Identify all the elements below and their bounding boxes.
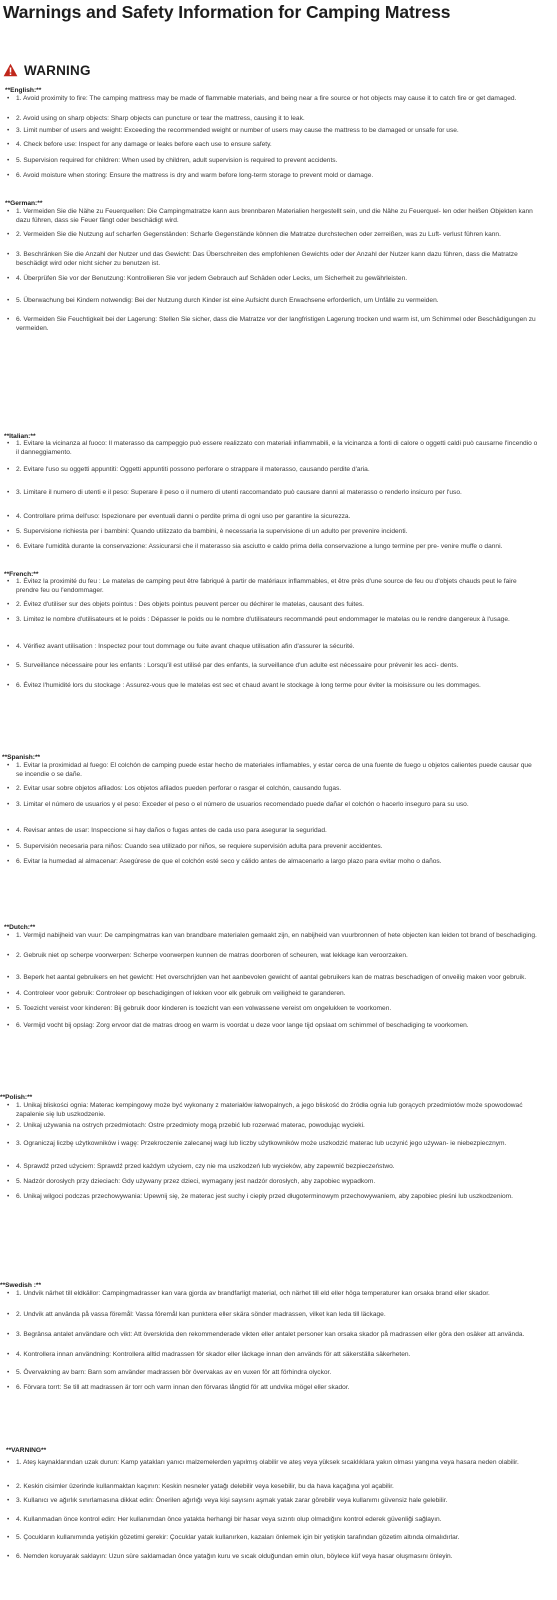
bullet-icon: •: [7, 1351, 10, 1358]
bullet-icon: •: [7, 858, 10, 865]
list-item: [0, 1178, 540, 1187]
list-item: [0, 1516, 540, 1525]
bullet-icon: •: [7, 827, 10, 834]
list-item-text: 1. Evitare la vicinanza al fuoco: Il materasso da campeggio può essere realizzato con materiali infiammabili, e la vicinanza a fonti di calore o oggetti caldi può causarne l'incendio o il danneggiamento.: [16, 440, 538, 456]
bullet-icon: •: [7, 208, 10, 215]
list-item: [0, 157, 540, 166]
bullet-icon: •: [7, 1483, 10, 1490]
list-item: [0, 1497, 540, 1506]
section-heading: **French:**: [4, 571, 39, 578]
list-item: [0, 1384, 540, 1393]
bullet-icon: •: [7, 1022, 10, 1029]
section-heading: **English:**: [5, 87, 42, 94]
list-item: [0, 316, 540, 333]
list-item: [0, 513, 540, 522]
list-item-text: 2. Vermeiden Sie die Nutzung auf scharfen Gegenständen: Scharfe Gegenstände können die Matratze durchstechen oder zerreißen, was zu Luft- verlust führen kann.: [16, 231, 501, 238]
list-item-text: 2. Unikaj używania na ostrych przedmiotach: Ostre przedmioty mogą przebić lub rozerwać materac, powodując wycieki.: [16, 1122, 365, 1129]
list-item: [0, 662, 540, 671]
list-item-text: 5. Övervakning av barn: Barn som använder madrassen bör övervakas av en vuxen för att förhindra olyckor.: [16, 1369, 332, 1376]
list-item-text: 3. Ograniczaj liczbę użytkowników i wagę: Przekroczenie zalecanej wagi lub liczby użytkowników może uszkodzić materac lub uczynić jego używan- ie niebezpiecznym.: [16, 1140, 507, 1147]
bullet-icon: •: [7, 1140, 10, 1147]
list-item-text: 1. Undvik närhet till eldkällor: Campingmadrasser kan vara gjorda av brandfarligt material, och närhet till eld eller höga temperaturer kan orsaka brand eller skador.: [16, 1290, 490, 1297]
section-heading: **Spanish:**: [2, 754, 41, 761]
list-item: [0, 208, 540, 225]
warning-triangle-icon: [3, 63, 18, 77]
list-item-text: 4. Sprawdź przed użyciem: Sprawdź przed każdym użyciem, czy nie ma uszkodzeń lub wycieków, aby zapewnić bezpieczeństwo.: [16, 1163, 395, 1170]
list-item-text: 3. Beperk het aantal gebruikers en het gewicht: Het overschrijden van het aanbevolen gewicht of aantal gebruikers kan de matras beschadigen of onveilig maken voor gebruik.: [16, 974, 527, 981]
list-item: [0, 1351, 540, 1360]
list-item: [0, 601, 540, 610]
list-item-text: 1. Vermijd nabijheid van vuur: De campingmatras kan van brandbare materialen gemaakt zijn, en nabijheid van vuurbronnen of hete objecten kan leiden tot brand of beschadiging.: [16, 932, 537, 939]
bullet-icon: •: [7, 932, 10, 939]
list-item-text: 2. Evitare l'uso su oggetti appuntiti: Oggetti appuntiti possono perforare o strappare il materasso, causando perdite d'aria.: [16, 466, 370, 473]
bullet-icon: •: [7, 1369, 10, 1376]
list-item-text: 6. Nemden koruyarak saklayın: Uzun süre saklamadan önce yatağın kuru ve sıcak olduğundan emin olun, böylece küf veya hasar oluşmasını önleyin.: [16, 1553, 453, 1560]
list-item-text: 3. Beschränken Sie die Anzahl der Nutzer und das Gewicht: Das Überschreiten des empfohlenen Gewichts oder der Anzahl der Nutzer kann dazu führen, dass die Matratze beschädigt wird oder nicht sicher zu benutzen ist.: [16, 251, 518, 267]
list-item-text: 2. Gebruik niet op scherpe voorwerpen: Scherpe voorwerpen kunnen de matras doorboren of scheuren, wat lekkage kan veroorzaken.: [16, 952, 408, 959]
bullet-icon: •: [7, 762, 10, 769]
list-item: [0, 489, 540, 498]
list-item: [0, 95, 540, 104]
list-item-text: 4. Überprüfen Sie vor der Benutzung: Kontrollieren Sie vor jedem Gebrauch auf Schäden oder Lecks, um Sicherheit zu gewährleisten.: [16, 275, 408, 282]
list-item-text: 1. Évitez la proximité du feu : Le matelas de camping peut être fabriqué à partir de matériaux inflammables, et être près d'une source de feu ou d'objets chauds peut le faire prendre feu ou l'endommager.: [16, 578, 517, 594]
list-item-text: 3. Limitez le nombre d'utilisateurs et le poids : Dépasser le poids ou le nombre d'utilisateurs recommandé peut endommager le matelas ou le rendre dangereux à l'usage.: [16, 616, 510, 623]
list-item: [0, 1122, 540, 1131]
list-item: [0, 275, 540, 284]
list-item: [0, 251, 540, 268]
list-item-text: 1. Evitar la proximidad al fuego: El colchón de camping puede estar hecho de materiales inflamables, y estar cerca de una fuente de fuego u objetos calientes puede causar que se incendie o se dañe.: [16, 762, 532, 778]
list-item-text: 6. Vermijd vocht bij opslag: Zorg ervoor dat de matras droog en warm is voordat u deze voor lange tijd opslaat om schimmel of beschadiging te voorkomen.: [16, 1022, 469, 1029]
list-item: [0, 466, 540, 475]
list-item-text: 6. Évitez l'humidité lors du stockage : Assurez-vous que le matelas est sec et chaud avant le stockage à long terme pour éviter la moisissure ou les dommages.: [16, 682, 481, 689]
list-item: [0, 127, 540, 136]
list-item: [0, 440, 540, 457]
bullet-icon: •: [7, 316, 10, 323]
list-item-text: 4. Check before use: Inspect for any damage or leaks before each use to ensure safety.: [16, 141, 272, 148]
list-item-text: 1. Avoid proximity to fire: The camping mattress may be made of flammable materials, and being near a fire source or hot objects may cause it to catch fire or get damaged.: [16, 95, 517, 102]
bullet-icon: •: [7, 440, 10, 447]
list-item: [0, 1483, 540, 1492]
list-item: [0, 1102, 540, 1119]
bullet-icon: •: [7, 616, 10, 623]
list-item-text: 4. Revisar antes de usar: Inspeccione si hay daños o fugas antes de cada uso para asegurar la seguridad.: [16, 827, 327, 834]
section-heading: **Dutch:**: [4, 924, 36, 931]
bullet-icon: •: [7, 1553, 10, 1560]
section-heading: **Italian:**: [4, 433, 36, 440]
bullet-icon: •: [7, 297, 10, 304]
bullet-icon: •: [7, 785, 10, 792]
bullet-icon: •: [7, 513, 10, 520]
bullet-icon: •: [7, 1005, 10, 1012]
list-item-text: 3. Limitare il numero di utenti e il peso: Superare il peso o il numero di utenti raccomandato può causare danni al materasso o renderlo insicuro per l'uso.: [16, 489, 462, 496]
list-item-text: 1. Unikaj bliskości ognia: Materac kempingowy może być wykonany z materiałów łatwopalnych, a jego bliskość do źródła ognia lub gorących przedmiotów może spowodować zapalenie się lub uszkodzenie.: [16, 1102, 523, 1118]
bullet-icon: •: [7, 1102, 10, 1109]
list-item-text: 3. Begränsa antalet användare och vikt: Att överskrida den rekommenderade vikten eller antalet personer kan orsaka skador på madrassen eller göra den osäker att använda.: [16, 1331, 525, 1338]
bullet-icon: •: [7, 466, 10, 473]
bullet-icon: •: [7, 231, 10, 238]
bullet-icon: •: [7, 157, 10, 164]
bullet-icon: •: [7, 682, 10, 689]
list-item-text: 5. Toezicht vereist voor kinderen: Bij gebruik door kinderen is toezicht van een volwassene vereist om ongelukken te voorkomen.: [16, 1005, 392, 1012]
bullet-icon: •: [7, 1384, 10, 1391]
list-item: [0, 801, 540, 810]
list-item-text: 6. Förvara torrt: Se till att madrassen är torr och varm innan den förvaras långtid för att undvika mögel eller skador.: [16, 1384, 350, 1391]
list-item-text: 4. Kullanmadan önce kontrol edin: Her kullanımdan önce yatakta herhangi bir hasar veya sızıntı olup olmadığını kontrol ederek güvenliği sağlayın.: [16, 1516, 442, 1523]
bullet-icon: •: [7, 251, 10, 258]
section-heading: **Polish:**: [0, 1094, 33, 1101]
list-item-text: 2. Avoid using on sharp objects: Sharp objects can puncture or tear the mattress, causing it to leak.: [16, 115, 305, 122]
bullet-icon: •: [7, 1497, 10, 1504]
list-item-text: 2. Keskin cisimler üzerinde kullanmaktan kaçının: Keskin nesneler yatağı delebilir veya kesebilir, bu da hava kaçağına yol açabilir.: [16, 1483, 394, 1490]
bullet-icon: •: [7, 275, 10, 282]
section-heading: **Swedish :**: [0, 1282, 42, 1289]
list-item-text: 4. Controllare prima dell'uso: Ispezionare per eventuali danni o perdite prima di ogni uso per garantire la sicurezza.: [16, 513, 351, 520]
bullet-icon: •: [7, 952, 10, 959]
bullet-icon: •: [7, 127, 10, 134]
list-item: [0, 762, 540, 779]
list-item: [0, 616, 540, 625]
bullet-icon: •: [7, 95, 10, 102]
list-item: [0, 785, 540, 794]
section-heading: **VARNING**: [6, 1447, 47, 1454]
list-item: [0, 1534, 540, 1543]
list-item: [0, 297, 540, 306]
list-item: [0, 974, 540, 983]
list-item: [0, 1005, 540, 1014]
list-item-text: 5. Çocukların kullanımında yetişkin gözetimi gerekir: Çocuklar yatak kullanırken, kazaları önlemek için bir yetişkin tarafından gözetim altında olmalıdırlar.: [16, 1534, 460, 1541]
list-item: [0, 1193, 540, 1202]
bullet-icon: •: [7, 172, 10, 179]
list-item: [0, 952, 540, 961]
bullet-icon: •: [7, 974, 10, 981]
list-item: [0, 141, 540, 150]
list-item-text: 4. Kontrollera innan användning: Kontrollera alltid madrassen för skador eller läckage innan den används för att säkerställa säkerheten.: [16, 1351, 411, 1358]
bullet-icon: •: [7, 990, 10, 997]
list-item: [0, 1140, 540, 1149]
bullet-icon: •: [7, 601, 10, 608]
list-item: [0, 115, 540, 124]
list-item-text: 6. Avoid moisture when storing: Ensure the mattress is dry and warm before long-term storage to prevent mold or damage.: [16, 172, 374, 179]
list-item: [0, 543, 540, 552]
bullet-icon: •: [7, 543, 10, 550]
list-item-text: 1. Ateş kaynaklarından uzak durun: Kamp yatakları yanıcı malzemelerden yapılmış olabilir ve ateş veya yüksek sıcaklıklara yakın olması yangına veya hasara neden olabilir.: [16, 1459, 519, 1466]
list-item-text: 2. Undvik att använda på vassa föremål: Vassa föremål kan punktera eller skära sönder madrassen, vilket kan leda till läckage.: [16, 1311, 386, 1318]
list-item: [0, 858, 540, 867]
list-item-text: 5. Supervision required for children: When used by children, adult supervision is required to prevent accidents.: [16, 157, 338, 164]
list-item: [0, 682, 540, 691]
list-item-text: 5. Supervisione richiesta per i bambini: Quando utilizzato da bambini, è necessaria la supervisione di un adulto per prevenire incidenti.: [16, 528, 408, 535]
list-item-text: 4. Vérifiez avant utilisation : Inspectez pour tout dommage ou fuite avant chaque utilisation afin d'assurer la sécurité.: [16, 643, 355, 650]
list-item: [0, 827, 540, 836]
bullet-icon: •: [7, 578, 10, 585]
section-heading: **German:**: [5, 200, 43, 207]
list-item: [0, 1311, 540, 1320]
list-item-text: 3. Limitar el número de usuarios y el peso: Exceder el peso o el número de usuarios recomendado puede dañar el colchón o hacerlo inseguro para su uso.: [16, 801, 469, 808]
bullet-icon: •: [7, 1122, 10, 1129]
list-item: [0, 932, 540, 941]
list-item: [0, 231, 540, 240]
page-title: Warnings and Safety Information for Camping Matress: [3, 2, 451, 22]
bullet-icon: •: [7, 489, 10, 496]
bullet-icon: •: [7, 1459, 10, 1466]
bullet-icon: •: [7, 662, 10, 669]
list-item: [0, 1290, 540, 1299]
list-item-text: 6. Evitar la humedad al almacenar: Asegúrese de que el colchón esté seco y cálido antes de almacenarlo a largo plazo para evitar moho o daños.: [16, 858, 442, 865]
bullet-icon: •: [7, 1311, 10, 1318]
list-item: [0, 578, 540, 595]
list-item: [0, 643, 540, 652]
list-item-text: 3. Limit number of users and weight: Exceeding the recommended weight or number of users may cause the mattress to be damaged or unsafe for use.: [16, 127, 459, 134]
bullet-icon: •: [7, 1193, 10, 1200]
bullet-icon: •: [7, 115, 10, 122]
list-item-text: 6. Unikaj wilgoci podczas przechowywania: Upewnij się, że materac jest suchy i ciepły przed długoterminowym przechowywaniem, aby zapobiec pleśni lub uszkodzeniom.: [16, 1193, 513, 1200]
bullet-icon: •: [7, 1163, 10, 1170]
list-item: [0, 1022, 540, 1031]
bullet-icon: •: [7, 801, 10, 808]
list-item-text: 2. Evitar usar sobre objetos afilados: Los objetos afilados pueden perforar o rasgar el colchón, causando fugas.: [16, 785, 342, 792]
list-item-text: 3. Kullanıcı ve ağırlık sınırlamasına dikkat edin: Önerilen ağırlığı veya kişi sayısını aşmak yatak zarar görebilir veya kullanımı güvensiz hale gelebilir.: [16, 1497, 448, 1504]
warning-header: [3, 61, 91, 79]
list-item-text: 1. Vermeiden Sie die Nähe zu Feuerquellen: Die Campingmatratze kann aus brennbaren Materialien hergestellt sein, und die Nähe zu Feuerquel- len oder heißen Objekten kann dazu führen, dass sie Feuer fängt oder beschädigt wird.: [16, 208, 533, 224]
bullet-icon: •: [7, 643, 10, 650]
bullet-icon: •: [7, 528, 10, 535]
list-item: [0, 172, 540, 181]
list-item-text: 5. Überwachung bei Kindern notwendig: Bei der Nutzung durch Kinder ist eine Aufsicht durch Erwachsene erforderlich, um Unfälle zu vermeiden.: [16, 297, 439, 304]
list-item: [0, 1553, 540, 1562]
list-item: [0, 843, 540, 852]
list-item: [0, 528, 540, 537]
bullet-icon: •: [7, 1534, 10, 1541]
list-item-text: 6. Evitare l'umidità durante la conservazione: Assicurarsi che il materasso sia asciutto e caldo prima della conservazione a lungo termine per pre- venire muffe o danni.: [16, 543, 503, 550]
list-item: [0, 990, 540, 999]
list-item-text: 4. Controleer voor gebruik: Controleer op beschadigingen of lekken voor elk gebruik om veiligheid te garanderen.: [16, 990, 346, 997]
list-item-text: 5. Nadzór dorosłych przy dzieciach: Gdy używany przez dzieci, wymagany jest nadzór dorosłych, aby zapobiec wypadkom.: [16, 1178, 376, 1185]
bullet-icon: •: [7, 1290, 10, 1297]
list-item-text: 5. Surveillance nécessaire pour les enfants : Lorsqu'il est utilisé par des enfants, la surveillance d'un adulte est nécessaire pour prévenir les acci- dents.: [16, 662, 459, 669]
list-item-text: 5. Supervisión necesaria para niños: Cuando sea utilizado por niños, se requiere supervisión adulta para prevenir accidentes.: [16, 843, 383, 850]
list-item: [0, 1369, 540, 1378]
list-item: [0, 1459, 540, 1468]
bullet-icon: •: [7, 1516, 10, 1523]
bullet-icon: •: [7, 843, 10, 850]
list-item-text: 6. Vermeiden Sie Feuchtigkeit bei der Lagerung: Stellen Sie sicher, dass die Matratze vor der langfristigen Lagerung trocken und warm ist, um Schimmel oder Beschädigungen zu vermeiden.: [16, 316, 536, 332]
warning-heading: WARNING: [24, 62, 91, 78]
bullet-icon: •: [7, 1178, 10, 1185]
list-item: [0, 1331, 540, 1340]
bullet-icon: •: [7, 1331, 10, 1338]
list-item-text: 2. Évitez d'utiliser sur des objets pointus : Des objets pointus peuvent percer ou déchirer le matelas, causant des fuites.: [16, 601, 364, 608]
bullet-icon: •: [7, 141, 10, 148]
list-item: [0, 1163, 540, 1172]
